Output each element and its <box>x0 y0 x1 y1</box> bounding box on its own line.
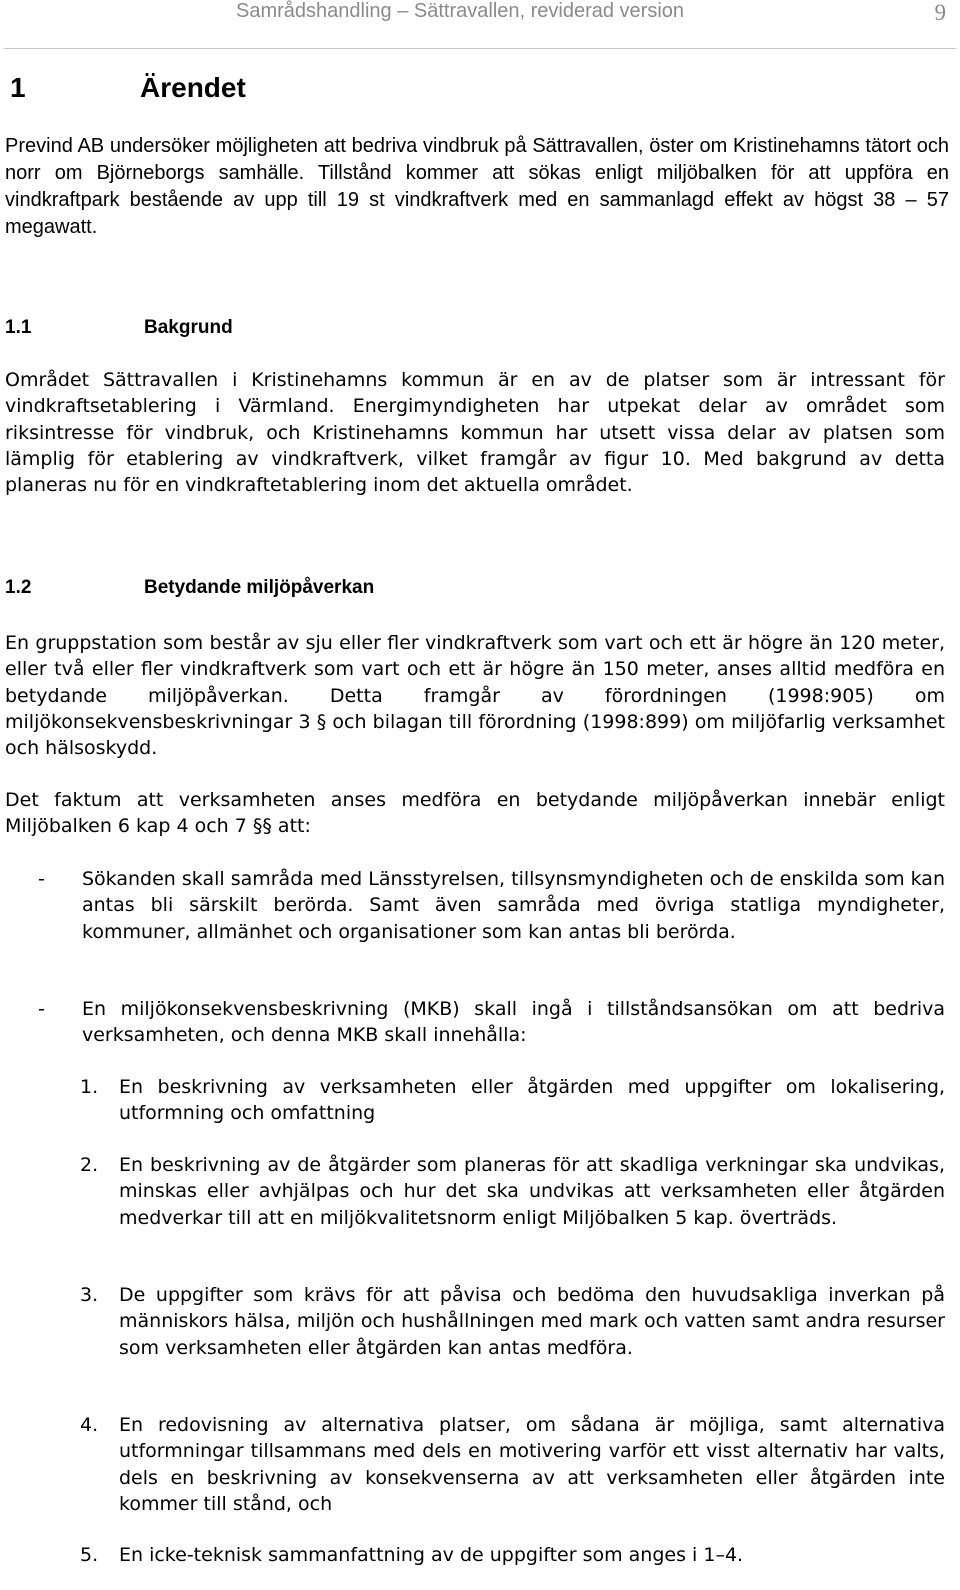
page-number: 9 <box>934 0 946 25</box>
section-heading-1-1 <box>5 317 233 339</box>
numbered-list-item <box>5 1282 945 1361</box>
section-heading-1-2 <box>5 577 374 599</box>
list-item-text: En icke-teknisk sammanfattning av de uppgifter som anges i 1–4. <box>119 1544 744 1566</box>
section-title: Ärendet <box>140 72 246 103</box>
list-marker: 2. <box>80 1154 99 1176</box>
section-1-2-paragraph-1: En gruppstation som består av sju eller fler vindkraftverk som vart och ett är högre än 120 meter, eller två eller fler vindkraftverk som vart och ett är högre än 150 meter, anses alltid medföra en betydande miljöpåverkan. Detta framgår av förordningen (1998:905) om miljökonsekvensbeskrivningar 3 § och bilagan till förordning (1998:899) om miljöfarlig verksamhet och hälsoskydd. <box>5 632 945 760</box>
section-1-1-body: Området Sättravallen i Kristinehamns kommun är en av de platser som är intressant för vindkraftsetablering i Värmland. Energimyndigheten har utpekat delar av området som riksintresse för vindbruk, och Kristinehamns kommun har utsett vissa delar av platsen som lämplig för etablering av vindkraftverk, vilket framgår av figur 10. Med bakgrund av detta planeras nu för en vindkraftetablering inom det aktuella området. <box>5 369 945 497</box>
list-item-text: En redovisning av alternativa platser, om sådana är möjliga, samt alternativa utformningar tillsammans med dels en motivering varför ett visst alternativ har valts, dels en beskrivning av konsekvenserna av att verksamheten eller åtgärden inte kommer till stånd, och <box>119 1414 945 1515</box>
list-marker: 4. <box>80 1414 99 1436</box>
list-marker: - <box>38 998 45 1020</box>
section-title: Bakgrund <box>144 317 233 338</box>
list-marker: 5. <box>80 1544 99 1566</box>
section-number: 1.2 <box>5 577 32 598</box>
numbered-list-item <box>5 1074 945 1127</box>
list-item-text: De uppgifter som krävs för att påvisa och bedöma den huvudsakliga inverkan på människors hälsa, miljön och hushållningen med mark och vatten samt andra resurser som verksamheten eller åtgärden kan antas medföra. <box>119 1284 945 1359</box>
page-header <box>0 0 960 52</box>
header-divider <box>4 48 956 49</box>
section-1-body: Prevind AB undersöker möjligheten att bedriva vindbruk på Sättravallen, öster om Kristinehamns tätort och norr om Björneborgs samhälle. Tillstånd kommer att sökas enligt miljöbalken för att uppföra en vindkraftpark bestående av upp till 19 st vindkraftverk med en sammanlagd effekt av högst 38 – 57 megawatt. <box>5 135 949 238</box>
numbered-list-item <box>5 1152 945 1231</box>
list-item-text: En beskrivning av de åtgärder som planeras för att skadliga verkningar ska undvikas, minskas eller avhjälpas och hur det ska undvikas att verksamheten eller åtgärden medverkar till att en miljökvalitetsnorm enligt Miljöbalken 5 kap. överträds. <box>119 1154 945 1229</box>
list-item-text: En beskrivning av verksamheten eller åtgärden med uppgifter om lokalisering, utformning och omfattning <box>119 1076 945 1125</box>
list-item-text: Sökanden skall samråda med Länsstyrelsen, tillsynsmyndigheten och de enskilda som kan antas bli särskilt berörda. Samt även samråda med övriga statliga myndigheter, kommuner, allmänhet och organisationer som kan antas bli berörda. <box>82 868 945 943</box>
list-marker: 3. <box>80 1284 99 1306</box>
document-title: Samrådshandling – Sättravallen, reviderad version <box>236 0 685 22</box>
section-heading-1 <box>10 72 246 104</box>
numbered-list-item <box>5 1542 945 1568</box>
dash-list-item <box>5 996 945 1049</box>
numbered-list-item <box>5 1412 945 1517</box>
list-item-text: En miljökonsekvensbeskrivning (MKB) skall ingå i tillståndsansökan om att bedriva verksamheten, och denna MKB skall innehålla: <box>82 998 945 1047</box>
section-number: 1 <box>10 72 26 103</box>
section-number: 1.1 <box>5 317 32 338</box>
list-marker: - <box>38 868 45 890</box>
list-marker: 1. <box>80 1076 99 1098</box>
section-1-2-paragraph-2: Det faktum att verksamheten anses medföra en betydande miljöpåverkan innebär enligt Miljöbalken 6 kap 4 och 7 §§ att: <box>5 789 945 838</box>
dash-list-item <box>5 866 945 945</box>
section-title: Betydande miljöpåverkan <box>144 577 375 598</box>
